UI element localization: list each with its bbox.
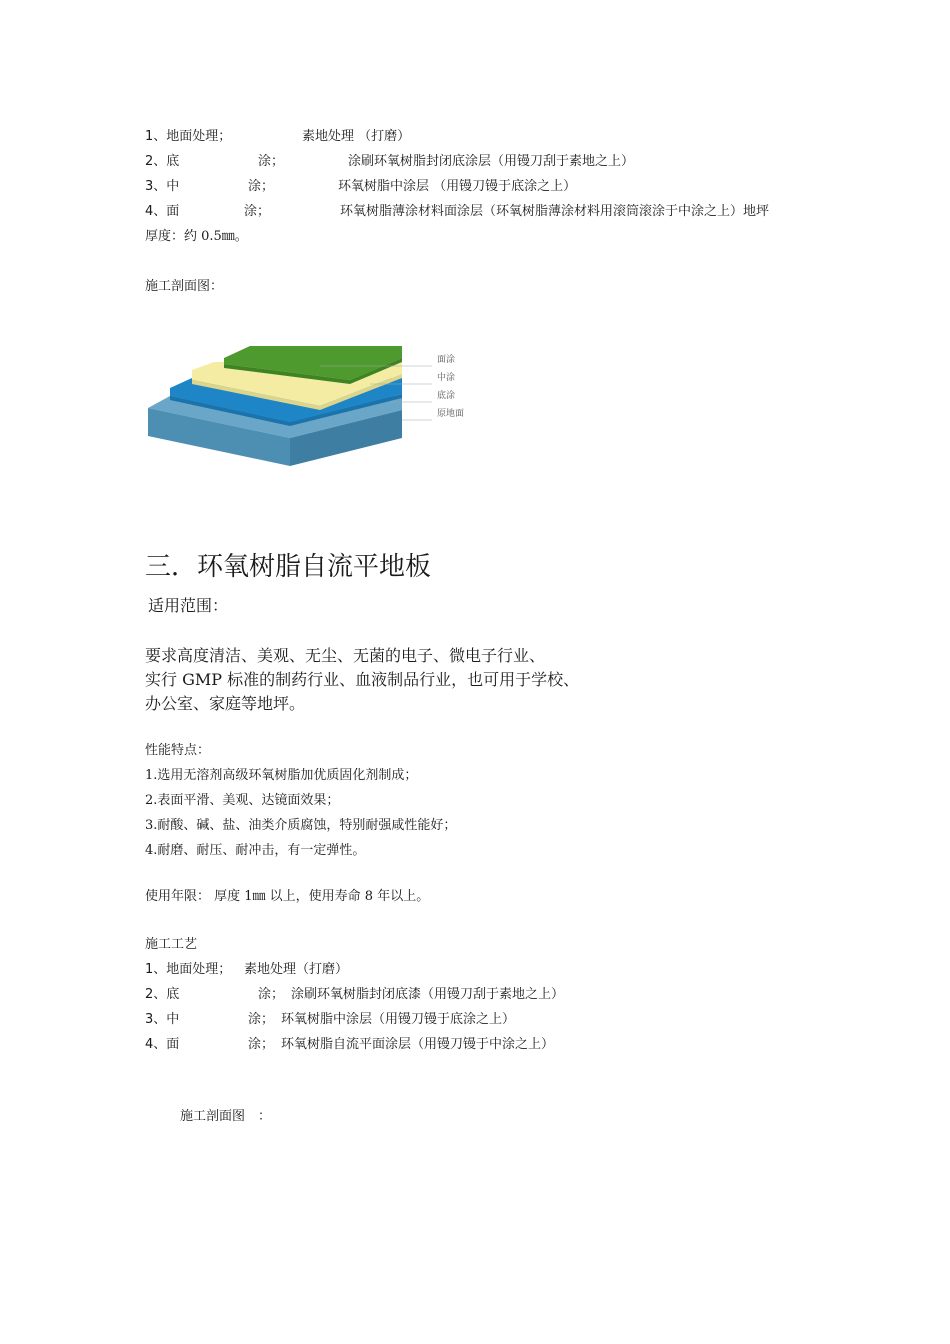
service-life: 使用年限： 厚度 1㎜ 以上，使用寿命 8 年以上。 <box>145 889 430 904</box>
section-heading: 三．环氧树脂自流平地板 <box>145 552 432 582</box>
scope-line-1: 要求高度清洁、美观、无尘、无菌的电子、微电子行业、 <box>145 646 546 665</box>
process-title: 施工工艺 <box>145 937 198 952</box>
features-title: 性能特点： <box>145 743 211 758</box>
feature-item: 1.选用无溶剂高级环氧树脂加优质固化剂制成； <box>145 768 418 783</box>
label-base-coat: 底涂 <box>437 391 456 401</box>
label-ground: 原地面 <box>437 409 465 419</box>
step-3: 3、中 涂； 环氧树脂中涂层 （用镘刀镘于底涂之上） <box>145 179 577 194</box>
diagram-title: 施工剖面图： <box>145 279 224 294</box>
scope-line-2: 实行 GMP 标准的制药行业、血液制品行业，也可用于学校、 <box>145 670 580 689</box>
thickness-text: 厚度：约 0.5㎜。 <box>145 229 248 244</box>
process-step-4: 4、面 涂； 环氧树脂自流平面涂层（用镘刀镘于中涂之上） <box>145 1037 555 1052</box>
label-middle-coat: 中涂 <box>437 373 456 383</box>
feature-item: 2.表面平滑、美观、达镜面效果； <box>145 793 340 808</box>
step-4: 4、面 涂； 环氧树脂薄涂材料面涂层（环氧树脂薄涂材料用滚筒滚涂于中涂之上）地坪 <box>145 204 770 219</box>
feature-item: 3.耐酸、碱、盐、油类介质腐蚀，特别耐强咸性能好； <box>145 818 457 833</box>
scope-line-3: 办公室、家庭等地坪。 <box>145 694 306 713</box>
process-step-3: 3、中 涂； 环氧树脂中涂层（用镘刀镘于底涂之上） <box>145 1012 516 1027</box>
step-1: 1、地面处理； 素地处理 （打磨） <box>145 129 411 144</box>
diagram-title-2: 施工剖面图 ： <box>180 1109 272 1124</box>
label-top-coat: 面涂 <box>437 355 456 365</box>
process-step-2: 2、底 涂； 涂刷环氧树脂封闭底漆（用镘刀刮于素地之上） <box>145 987 565 1002</box>
cross-section-diagram <box>140 318 480 468</box>
feature-item: 4.耐磨、耐压、耐冲击，有一定弹性。 <box>145 843 366 858</box>
process-step-1: 1、地面处理； 素地处理（打磨） <box>145 962 349 977</box>
scope-title: 适用范围： <box>148 596 229 615</box>
step-2: 2、底 涂； 涂刷环氧树脂封闭底涂层（用镘刀刮于素地之上） <box>145 154 635 169</box>
